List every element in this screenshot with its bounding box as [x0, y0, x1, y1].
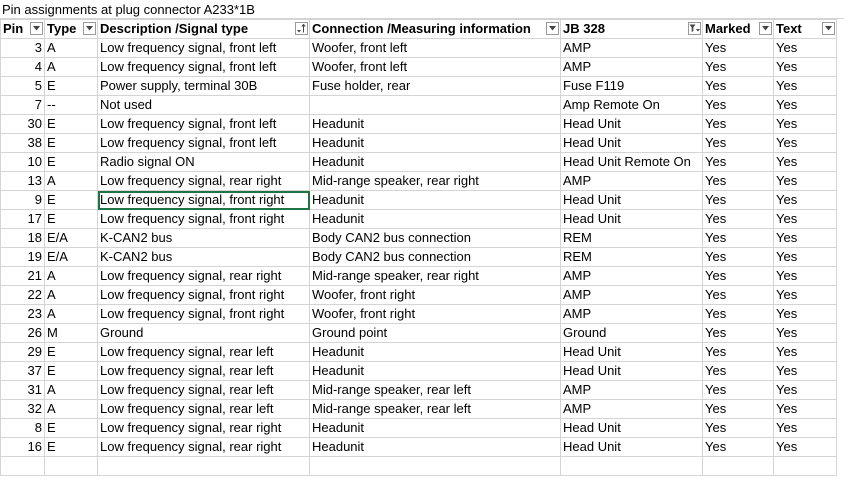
cell-text[interactable]: Yes [774, 305, 837, 324]
table-row [1, 248, 837, 267]
cell-type[interactable]: A [45, 305, 98, 324]
cell-description[interactable]: Low frequency signal, front right [98, 286, 310, 305]
cell-text[interactable]: Yes [774, 343, 837, 362]
cell-type[interactable]: E [45, 153, 98, 172]
cell-pin[interactable]: 4 [1, 58, 45, 77]
cell-jb328[interactable]: REM [561, 248, 703, 267]
empty-cell[interactable] [703, 457, 774, 476]
cell-jb328[interactable]: Head Unit [561, 210, 703, 229]
cell-text[interactable]: Yes [774, 438, 837, 457]
cell-marked[interactable]: Yes [703, 324, 774, 343]
table-body [1, 39, 837, 476]
empty-cell[interactable] [1, 457, 45, 476]
cell-connection[interactable]: Headunit [310, 134, 561, 153]
cell-text[interactable]: Yes [774, 400, 837, 419]
cell-type[interactable]: E [45, 343, 98, 362]
cell-marked[interactable]: Yes [703, 248, 774, 267]
cell-jb328[interactable]: AMP [561, 39, 703, 58]
cell-marked[interactable]: Yes [703, 134, 774, 153]
table-row [1, 438, 837, 457]
cell-pin[interactable]: 37 [1, 362, 45, 381]
cell-connection[interactable]: Headunit [310, 343, 561, 362]
table-row [1, 362, 837, 381]
cell-type[interactable]: A [45, 286, 98, 305]
cell-pin[interactable]: 3 [1, 39, 45, 58]
cell-description[interactable]: Low frequency signal, rear left [98, 362, 310, 381]
cell-jb328[interactable]: AMP [561, 58, 703, 77]
cell-connection[interactable]: Headunit [310, 115, 561, 134]
table-row [1, 153, 837, 172]
cell-type[interactable]: E/A [45, 229, 98, 248]
cell-connection[interactable]: Woofer, front left [310, 39, 561, 58]
table-row [1, 400, 837, 419]
cell-pin[interactable]: 21 [1, 267, 45, 286]
cell-description[interactable]: Low frequency signal, front left [98, 39, 310, 58]
cell-text[interactable]: Yes [774, 381, 837, 400]
cell-text[interactable]: Yes [774, 153, 837, 172]
cell-jb328[interactable]: AMP [561, 286, 703, 305]
cell-pin[interactable]: 5 [1, 77, 45, 96]
cell-text[interactable]: Yes [774, 362, 837, 381]
cell-jb328[interactable]: Head Unit [561, 343, 703, 362]
column-header-connection[interactable] [310, 20, 561, 39]
empty-cell[interactable] [310, 457, 561, 476]
cell-description[interactable]: Low frequency signal, rear right [98, 267, 310, 286]
cell-type[interactable]: E [45, 134, 98, 153]
cell-connection[interactable]: Headunit [310, 210, 561, 229]
table-row [1, 419, 837, 438]
cell-marked[interactable]: Yes [703, 96, 774, 115]
pin-table [0, 19, 837, 476]
cell-jb328[interactable]: AMP [561, 267, 703, 286]
cell-marked[interactable]: Yes [703, 58, 774, 77]
table-row [1, 381, 837, 400]
cell-jb328[interactable]: Fuse F119 [561, 77, 703, 96]
cell-type[interactable]: E [45, 115, 98, 134]
cell-pin[interactable]: 32 [1, 400, 45, 419]
cell-jb328[interactable]: Head Unit [561, 115, 703, 134]
selected-cell[interactable]: Low frequency signal, front right [98, 191, 310, 210]
cell-connection[interactable]: Headunit [310, 362, 561, 381]
cell-connection[interactable]: Woofer, front right [310, 305, 561, 324]
filter-active-icon[interactable] [688, 22, 701, 35]
table-row [1, 134, 837, 153]
cell-text[interactable]: Yes [774, 324, 837, 343]
table-row [1, 39, 837, 58]
empty-cell[interactable] [774, 457, 837, 476]
cell-marked[interactable]: Yes [703, 191, 774, 210]
cell-marked[interactable]: Yes [703, 229, 774, 248]
filter-dropdown-icon[interactable] [759, 22, 772, 35]
cell-marked[interactable]: Yes [703, 362, 774, 381]
cell-type[interactable]: E [45, 419, 98, 438]
cell-jb328[interactable]: AMP [561, 305, 703, 324]
column-header-label: Marked [705, 21, 751, 36]
cell-jb328[interactable]: Head Unit [561, 362, 703, 381]
cell-type[interactable]: E [45, 438, 98, 457]
cell-description[interactable]: Low frequency signal, front left [98, 134, 310, 153]
filter-dropdown-icon[interactable] [822, 22, 835, 35]
cell-marked[interactable]: Yes [703, 267, 774, 286]
cell-type[interactable]: -- [45, 96, 98, 115]
cell-description[interactable]: Low frequency signal, rear right [98, 438, 310, 457]
cell-type[interactable]: E [45, 362, 98, 381]
cell-jb328[interactable]: Head Unit [561, 134, 703, 153]
cell-connection[interactable]: Fuse holder, rear [310, 77, 561, 96]
cell-description[interactable]: Radio signal ON [98, 153, 310, 172]
empty-cell[interactable] [45, 457, 98, 476]
cell-type[interactable]: E [45, 191, 98, 210]
cell-description[interactable]: Low frequency signal, front left [98, 58, 310, 77]
column-header-label: Text [776, 21, 802, 36]
cell-connection[interactable]: Ground point [310, 324, 561, 343]
cell-pin[interactable]: 7 [1, 96, 45, 115]
cell-marked[interactable]: Yes [703, 39, 774, 58]
cell-description[interactable]: Not used [98, 96, 310, 115]
table-row [1, 229, 837, 248]
cell-marked[interactable]: Yes [703, 438, 774, 457]
filter-dropdown-icon[interactable] [546, 22, 559, 35]
column-header-jb328[interactable] [561, 20, 703, 39]
cell-pin[interactable]: 23 [1, 305, 45, 324]
cell-text[interactable]: Yes [774, 210, 837, 229]
cell-jb328[interactable]: REM [561, 229, 703, 248]
cell-connection[interactable]: Woofer, front left [310, 58, 561, 77]
sort-ascending-icon[interactable] [295, 22, 308, 35]
cell-marked[interactable]: Yes [703, 419, 774, 438]
table-row [1, 324, 837, 343]
column-header-text[interactable] [774, 20, 837, 39]
cell-description[interactable]: Ground [98, 324, 310, 343]
table-row [1, 58, 837, 77]
cell-jb328[interactable]: Head Unit [561, 438, 703, 457]
header-row [1, 20, 837, 39]
cell-jb328[interactable]: AMP [561, 400, 703, 419]
cell-type[interactable]: A [45, 400, 98, 419]
cell-pin[interactable]: 18 [1, 229, 45, 248]
cell-text[interactable]: Yes [774, 191, 837, 210]
column-header-description[interactable] [98, 20, 310, 39]
cell-type[interactable]: E [45, 210, 98, 229]
table-row [1, 96, 837, 115]
cell-text[interactable]: Yes [774, 172, 837, 191]
cell-description[interactable]: K-CAN2 bus [98, 229, 310, 248]
table-row [1, 267, 837, 286]
table-row [1, 343, 837, 362]
cell-marked[interactable]: Yes [703, 77, 774, 96]
cell-text[interactable]: Yes [774, 267, 837, 286]
cell-text[interactable]: Yes [774, 134, 837, 153]
cell-connection[interactable]: Mid-range speaker, rear right [310, 172, 561, 191]
table-row [1, 210, 837, 229]
cell-text[interactable]: Yes [774, 96, 837, 115]
cell-marked[interactable]: Yes [703, 286, 774, 305]
empty-cell[interactable] [98, 457, 310, 476]
cell-text[interactable]: Yes [774, 286, 837, 305]
cell-pin[interactable]: 13 [1, 172, 45, 191]
cell-jb328[interactable]: Head Unit [561, 191, 703, 210]
cell-description[interactable]: Low frequency signal, rear right [98, 172, 310, 191]
cell-type[interactable]: E/A [45, 248, 98, 267]
column-header-pin[interactable] [1, 20, 45, 39]
cell-pin[interactable]: 17 [1, 210, 45, 229]
cell-type[interactable]: A [45, 172, 98, 191]
cell-text[interactable]: Yes [774, 229, 837, 248]
column-header-label: Pin [3, 21, 24, 36]
cell-pin[interactable]: 16 [1, 438, 45, 457]
column-header-marked[interactable] [703, 20, 774, 39]
column-header-type[interactable] [45, 20, 98, 39]
cell-connection[interactable] [310, 96, 561, 115]
cell-pin[interactable]: 19 [1, 248, 45, 267]
cell-text[interactable]: Yes [774, 419, 837, 438]
cell-type[interactable]: A [45, 39, 98, 58]
table-row [1, 286, 837, 305]
cell-text[interactable]: Yes [774, 39, 837, 58]
cell-description[interactable]: Low frequency signal, front left [98, 115, 310, 134]
cell-description[interactable]: Low frequency signal, front right [98, 305, 310, 324]
cell-connection[interactable]: Mid-range speaker, rear right [310, 267, 561, 286]
cell-pin[interactable]: 8 [1, 419, 45, 438]
cell-type[interactable]: M [45, 324, 98, 343]
cell-marked[interactable]: Yes [703, 210, 774, 229]
cell-jb328[interactable]: Ground [561, 324, 703, 343]
table-row [1, 77, 837, 96]
cell-jb328[interactable]: AMP [561, 172, 703, 191]
cell-pin[interactable]: 30 [1, 115, 45, 134]
cell-marked[interactable]: Yes [703, 172, 774, 191]
cell-text[interactable]: Yes [774, 58, 837, 77]
cell-marked[interactable]: Yes [703, 115, 774, 134]
cell-type[interactable]: A [45, 58, 98, 77]
cell-description[interactable]: Power supply, terminal 30B [98, 77, 310, 96]
cell-text[interactable]: Yes [774, 115, 837, 134]
cell-text[interactable]: Yes [774, 77, 837, 96]
cell-connection[interactable]: Body CAN2 bus connection [310, 248, 561, 267]
column-header-label: Type [47, 21, 77, 36]
cell-connection[interactable]: Woofer, front right [310, 286, 561, 305]
cell-marked[interactable]: Yes [703, 381, 774, 400]
filter-dropdown-icon[interactable] [83, 22, 96, 35]
cell-pin[interactable]: 26 [1, 324, 45, 343]
cell-pin[interactable]: 38 [1, 134, 45, 153]
cell-description[interactable]: Low frequency signal, rear left [98, 400, 310, 419]
cell-jb328[interactable]: Head Unit [561, 419, 703, 438]
cell-pin[interactable]: 31 [1, 381, 45, 400]
cell-pin[interactable]: 9 [1, 191, 45, 210]
empty-cell[interactable] [561, 457, 703, 476]
table-row [1, 172, 837, 191]
cell-description[interactable]: Low frequency signal, rear left [98, 381, 310, 400]
column-header-label: Connection /Measuring information [312, 21, 531, 36]
cell-pin[interactable]: 10 [1, 153, 45, 172]
cell-connection[interactable]: Headunit [310, 419, 561, 438]
cell-marked[interactable]: Yes [703, 153, 774, 172]
cell-marked[interactable]: Yes [703, 343, 774, 362]
table-row [1, 305, 837, 324]
cell-connection[interactable]: Mid-range speaker, rear left [310, 400, 561, 419]
cell-connection[interactable]: Mid-range speaker, rear left [310, 381, 561, 400]
cell-pin[interactable]: 29 [1, 343, 45, 362]
filter-dropdown-icon[interactable] [30, 22, 43, 35]
column-header-label: Description /Signal type [100, 21, 249, 36]
cell-description[interactable]: Low frequency signal, rear right [98, 419, 310, 438]
cell-type[interactable]: A [45, 381, 98, 400]
cell-description[interactable]: Low frequency signal, rear left [98, 343, 310, 362]
cell-connection[interactable]: Headunit [310, 153, 561, 172]
cell-description[interactable]: K-CAN2 bus [98, 248, 310, 267]
cell-connection[interactable]: Body CAN2 bus connection [310, 229, 561, 248]
column-header-label: JB 328 [563, 21, 605, 36]
cell-marked[interactable]: Yes [703, 400, 774, 419]
empty-row [1, 457, 837, 476]
cell-text[interactable]: Yes [774, 248, 837, 267]
cell-pin[interactable]: 22 [1, 286, 45, 305]
table-row [1, 191, 837, 210]
cell-connection[interactable]: Headunit [310, 191, 561, 210]
sheet-title[interactable]: Pin assignments at plug connector A233*1B [0, 0, 844, 19]
cell-description[interactable]: Low frequency signal, front right [98, 210, 310, 229]
cell-jb328[interactable]: Head Unit Remote On [561, 153, 703, 172]
cell-type[interactable]: E [45, 77, 98, 96]
cell-type[interactable]: A [45, 267, 98, 286]
cell-connection[interactable]: Headunit [310, 438, 561, 457]
cell-marked[interactable]: Yes [703, 305, 774, 324]
cell-jb328[interactable]: AMP [561, 381, 703, 400]
table-row [1, 115, 837, 134]
cell-jb328[interactable]: Amp Remote On [561, 96, 703, 115]
